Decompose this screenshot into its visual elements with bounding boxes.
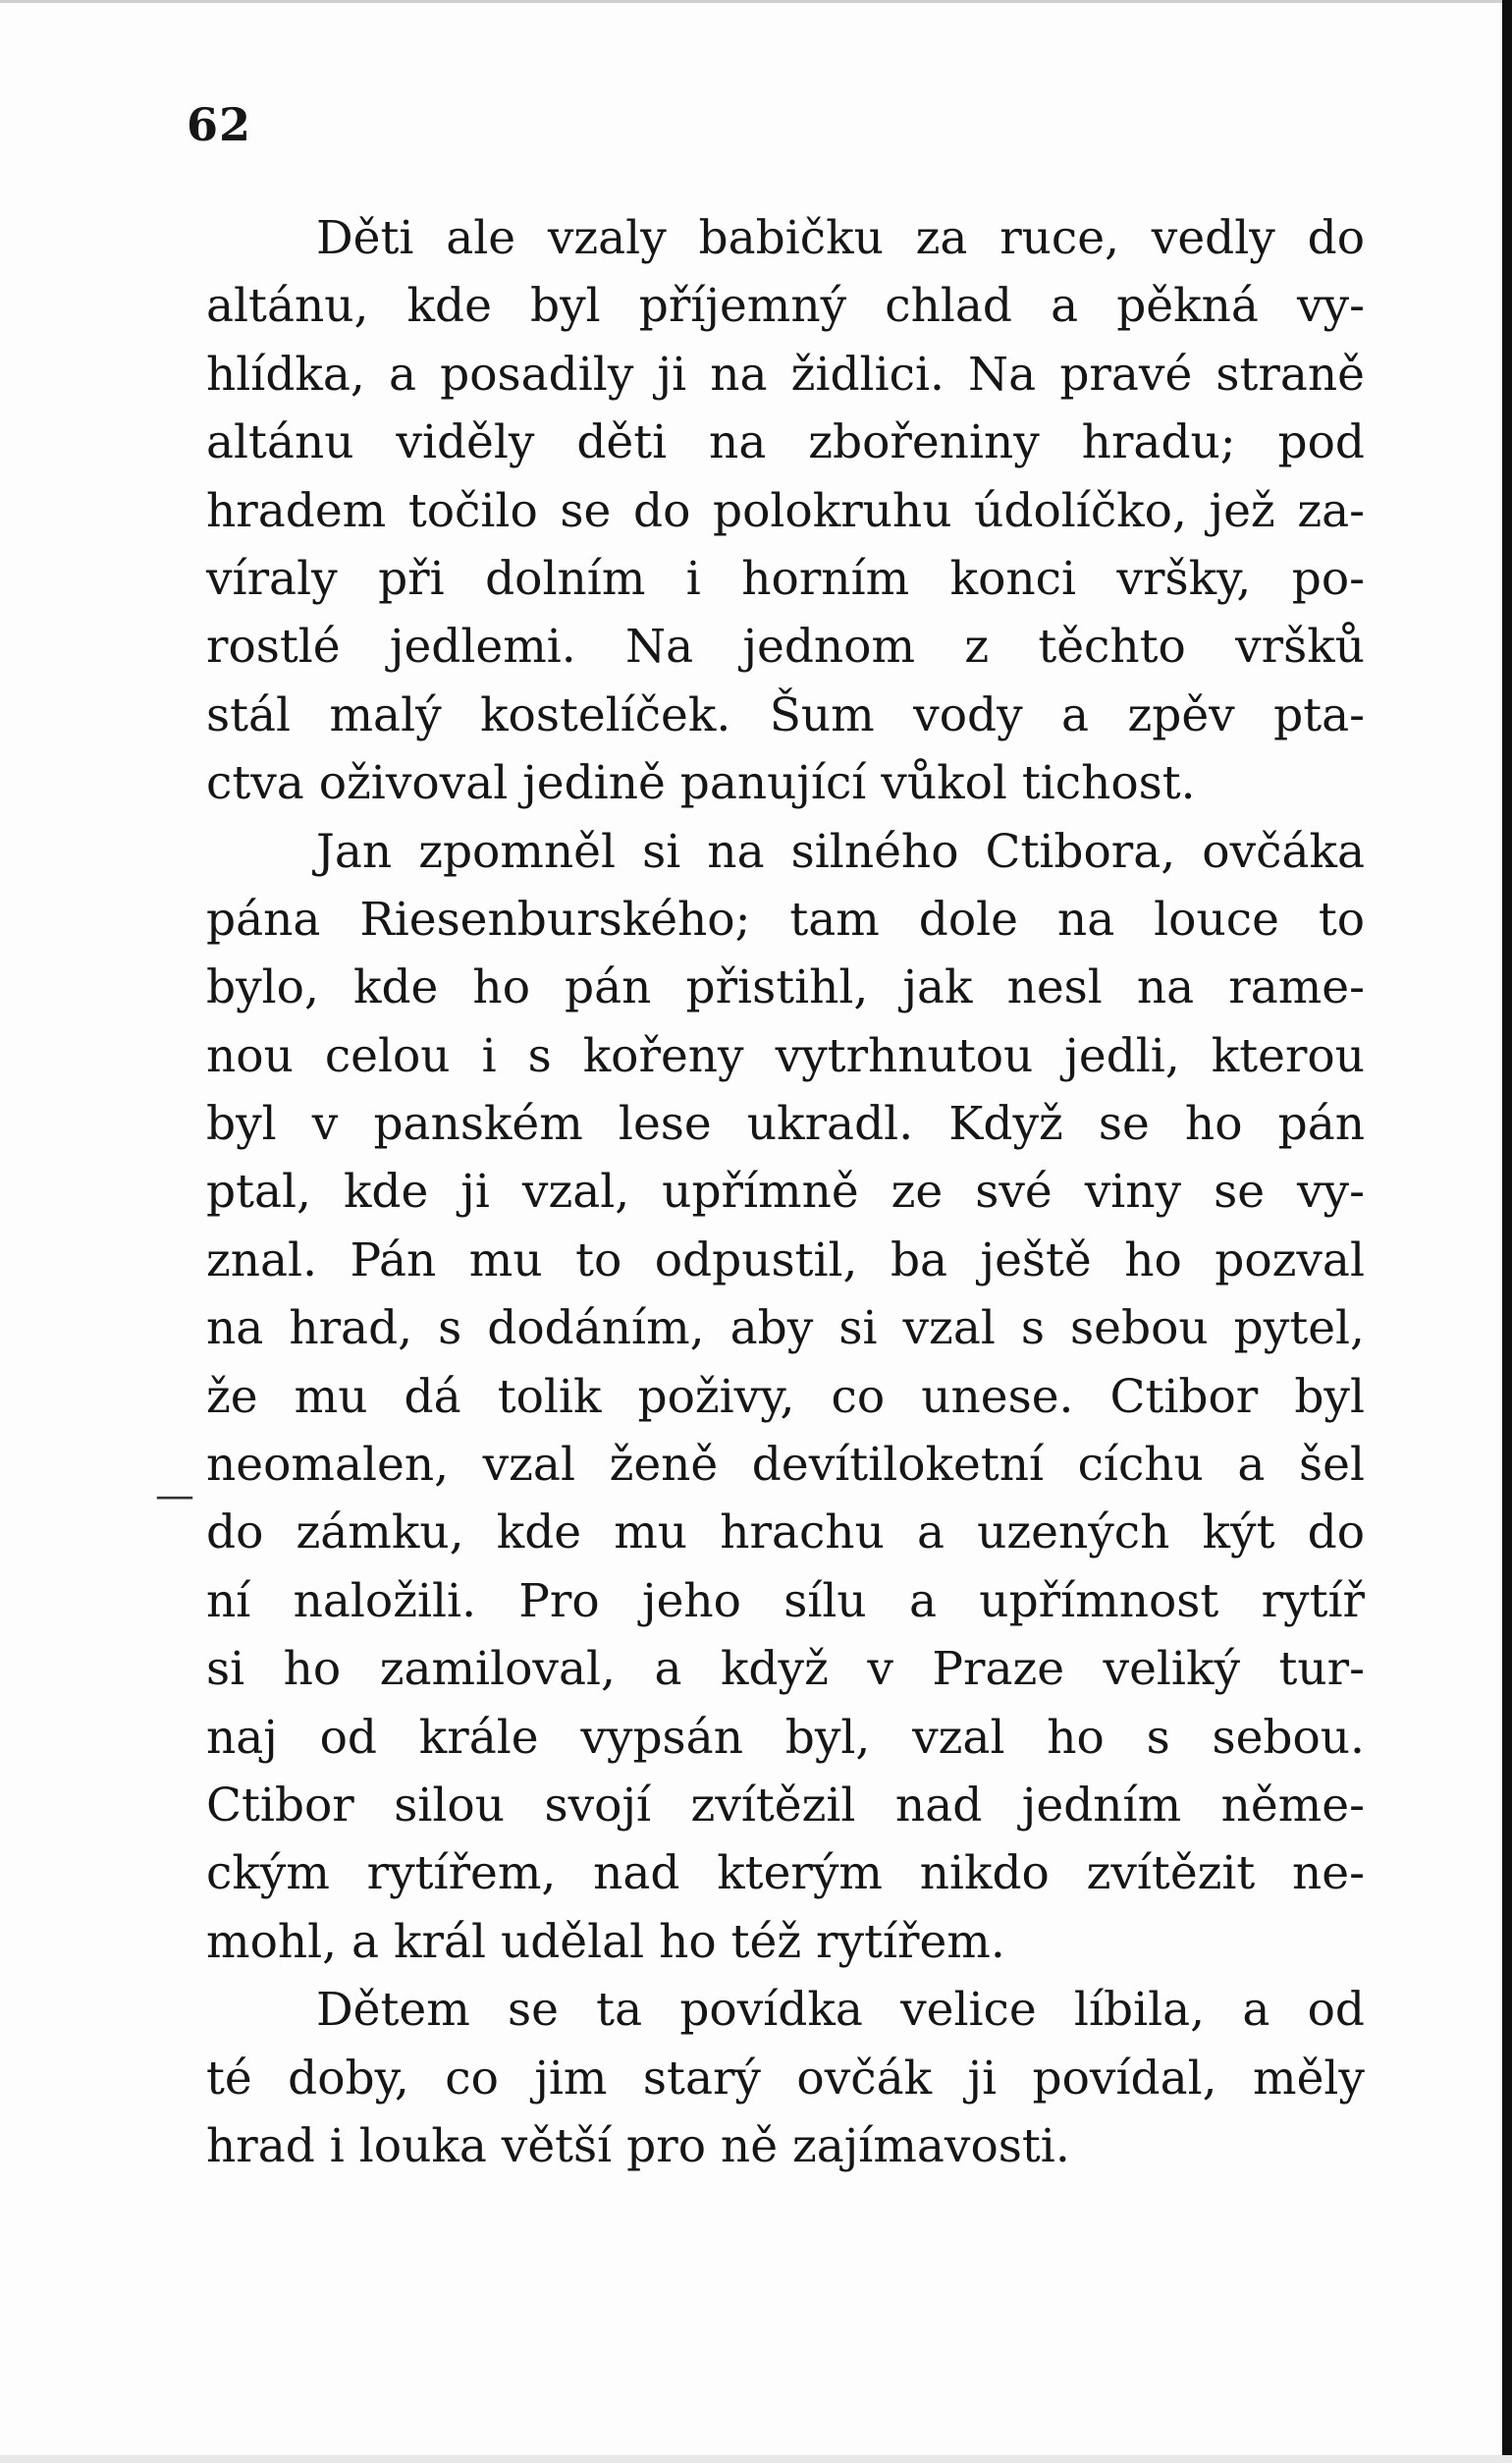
text-line: pána Riesenburského; tam dole na louce to <box>206 892 1365 947</box>
text-line: na hrad, s dodáním, aby si vzal s sebou pytel, <box>206 1301 1365 1356</box>
page-bottom-edge <box>0 2455 1512 2463</box>
text-line: znal. Pán mu to odpustil, ba ještě ho pozval <box>206 1232 1365 1287</box>
text-line: ní naložili. Pro jeho sílu a upřímnost rytíř <box>206 1573 1365 1628</box>
text-line: neomalen, vzal ženě devítiloketní cíchu a šel <box>206 1438 1365 1493</box>
text-line: hlídka, a posadily ji na židlici. Na pravé straně <box>206 347 1365 402</box>
text-line: ctva oživoval jedině panující vůkol tichost. <box>206 756 1196 811</box>
paragraph-3 <box>206 1976 1365 2180</box>
text-line: Ctibor silou svojí zvítězil nad jedním něme- <box>206 1778 1365 1833</box>
text-line: Jan zpomněl si na silného Ctibora, ovčáka <box>316 824 1365 879</box>
text-line: byl v panském lese ukradl. Když se ho pán <box>206 1097 1365 1152</box>
text-line: altánu, kde byl příjemný chlad a pěkná vy- <box>206 279 1365 334</box>
text-line: víraly při dolním i horním konci vršky, po- <box>206 551 1365 606</box>
paragraph-2 <box>206 818 1365 1977</box>
text-line: hradem točilo se do polokruhu údolíčko, jež za- <box>206 483 1365 538</box>
text-line: si ho zamiloval, a když v Praze veliký tur- <box>206 1642 1365 1697</box>
text-line: nou celou i s kořeny vytrhnutou jedli, kterou <box>206 1028 1365 1083</box>
text-line: do zámku, kde mu hrachu a uzených kýt do <box>206 1505 1365 1560</box>
page-top-edge <box>0 0 1512 3</box>
text-line: ckým rytířem, nad kterým nikdo zvítězit ne- <box>206 1846 1365 1901</box>
text-line: té doby, co jim starý ovčák ji povídal, měly <box>206 2051 1365 2106</box>
text-line: Dětem se ta povídka velice líbila, a od <box>316 1983 1365 2038</box>
text-line: bylo, kde ho pán přistihl, jak nesl na rame- <box>206 960 1365 1015</box>
text-line: rostlé jedlemi. Na jednom z těchto vršků <box>206 620 1365 675</box>
margin-dash-mark: — <box>155 1473 194 1518</box>
text-line: hrad i louka větší pro ně zajímavosti. <box>206 2118 1070 2173</box>
text-line: ptal, kde ji vzal, upřímně ze své viny se vy- <box>206 1165 1365 1220</box>
text-line: Děti ale vzaly babičku za ruce, vedly do <box>316 211 1365 265</box>
text-line: stál malý kostelíček. Šum vody a zpěv pta- <box>206 687 1365 742</box>
text-line: mohl, a král udělal ho též rytířem. <box>206 1914 1005 1969</box>
text-line: že mu dá tolik poživy, co unese. Ctibor byl <box>206 1369 1365 1424</box>
paragraph-1 <box>206 204 1365 818</box>
page-number: 62 <box>187 98 252 151</box>
body-text <box>206 204 1365 2180</box>
page-right-edge <box>1502 0 1512 2463</box>
text-line: naj od krále vypsán byl, vzal ho s sebou. <box>206 1710 1365 1765</box>
text-line: altánu viděly děti na zbořeniny hradu; pod <box>206 415 1365 470</box>
